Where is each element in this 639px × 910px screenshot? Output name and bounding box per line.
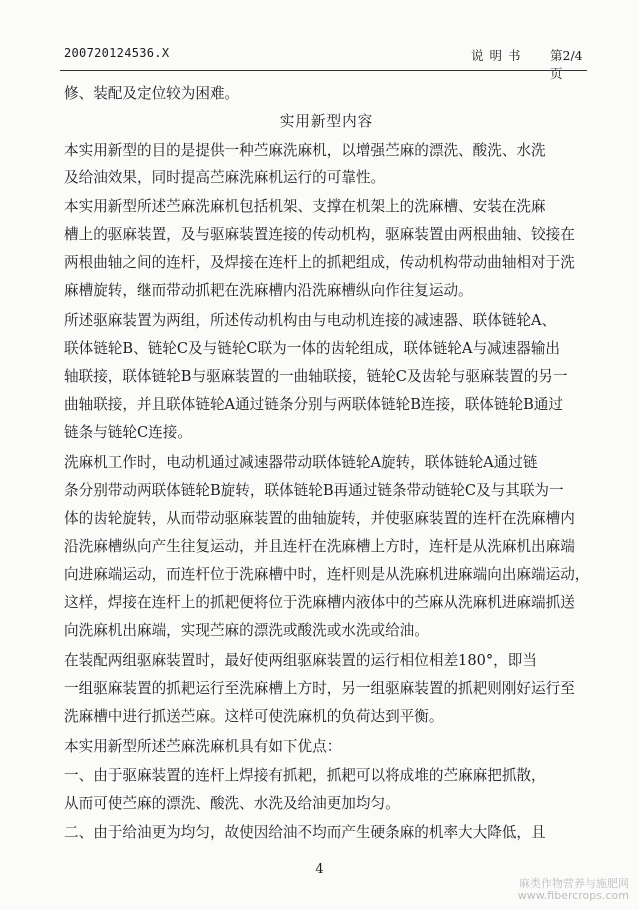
text-line: 一、由于驱麻装置的连杆上焊接有抓耙，抓耙可以将成堆的苎麻麻把抓散， bbox=[64, 767, 546, 784]
text-line: 所述驱麻装置为两组，所述传动机构由与电动机连接的减速器、联体链轮A、 bbox=[64, 312, 557, 329]
text-line: 链条与链轮C连接。 bbox=[64, 424, 192, 441]
header-rule bbox=[60, 70, 587, 71]
text-line: 一组驱麻装置的抓耙运行至洗麻槽上方时，另一组驱麻装置的抓耙则刚好运行至 bbox=[64, 680, 575, 697]
section-label: 说明书 bbox=[471, 48, 527, 63]
text-line: 麻槽旋转，继而带动抓耙在洗麻槽内沿洗麻槽纵向作往复运动。 bbox=[64, 282, 473, 299]
watermark-line-1: 麻类作物营养与施肥网 bbox=[519, 877, 629, 890]
text-line: 沿洗麻槽纵向产生往复运动，并且连杆在洗麻槽上方时，连杆是从洗麻机出麻端 bbox=[64, 538, 575, 555]
text-line: 本实用新型的目的是提供一种苎麻洗麻机，以增强苎麻的漂洗、酸洗、水洗 bbox=[64, 142, 546, 159]
text-line: 联体链轮B、链轮C及与链轮C联为一体的齿轮组成，联体链轮A与减速器输出 bbox=[64, 340, 561, 357]
text-line: 洗麻机工作时，电动机通过减速器带动联体链轮A旋转，联体链轮A通过链 bbox=[64, 454, 538, 471]
text-line: 本实用新型所述苎麻洗麻机具有如下优点： bbox=[64, 738, 342, 755]
text-line: 及给油效果，同时提高苎麻洗麻机运行的可靠性。 bbox=[64, 169, 386, 186]
text-line: 洗麻槽中进行抓送苎麻。这样可使洗麻机的负荷达到平衡。 bbox=[64, 708, 444, 725]
text-line: 这样，焊接在连杆上的抓耙便将位于洗麻槽内液体中的苎麻从洗麻机进麻端抓送 bbox=[64, 594, 575, 611]
text-line: 修、装配及定位较为困难。 bbox=[64, 85, 240, 102]
text-line: 本实用新型所述苎麻洗麻机包括机架、支撑在机架上的洗麻槽、安装在洗麻 bbox=[64, 198, 546, 215]
text-line: 槽上的驱麻装置，及与驱麻装置连接的传动机构，驱麻装置由两根曲轴、铰接在 bbox=[64, 226, 575, 243]
page-number: 4 bbox=[315, 862, 324, 877]
text-line: 体的齿轮旋转，从而带动驱麻装置的曲轴旋转，并使驱麻装置的连杆在洗麻槽内 bbox=[64, 510, 575, 527]
watermark bbox=[518, 878, 629, 902]
text-line: 二、由于给油更为均匀，故使因给油不均而产生硬条麻的机率大大降低，且 bbox=[64, 824, 546, 841]
watermark-line-2: www.fibercrops.com bbox=[517, 889, 629, 902]
text-line: 轴联接，联体链轮B与驱麻装置的一曲轴联接，链轮C及齿轮与驱麻装置的另一 bbox=[64, 368, 568, 385]
page-header bbox=[64, 46, 584, 81]
text-line: 向进麻端运动，而连杆位于洗麻槽中时，连杆则是从洗麻机进麻端向出麻端运动， bbox=[64, 566, 589, 583]
document-number: 200720124536.X bbox=[64, 46, 170, 60]
text-line: 两根曲轴之间的连杆，及焊接在连杆上的抓耙组成，传动机构带动曲轴相对于洗 bbox=[64, 254, 575, 271]
section-title: 实用新型内容 bbox=[279, 113, 374, 130]
text-line: 从而可使苎麻的漂洗、酸洗、水洗及给油更加均匀。 bbox=[64, 795, 400, 812]
text-line: 条分别带动两联体链轮B旋转，联体链轮B再通过链条带动链轮C及与其联为一 bbox=[64, 482, 564, 499]
text-line: 在装配两组驱麻装置时，最好使两组驱麻装置的运行相位相差180°，即当 bbox=[64, 652, 537, 669]
text-line: 向洗麻机出麻端，实现苎麻的漂洗或酸洗或水洗或给油。 bbox=[64, 622, 429, 639]
text-line: 曲轴联接，并且联体链轮A通过链条分别与两联体链轮B连接，联体链轮B通过 bbox=[64, 396, 563, 413]
page-indicator: 第2/4页 bbox=[550, 48, 583, 81]
